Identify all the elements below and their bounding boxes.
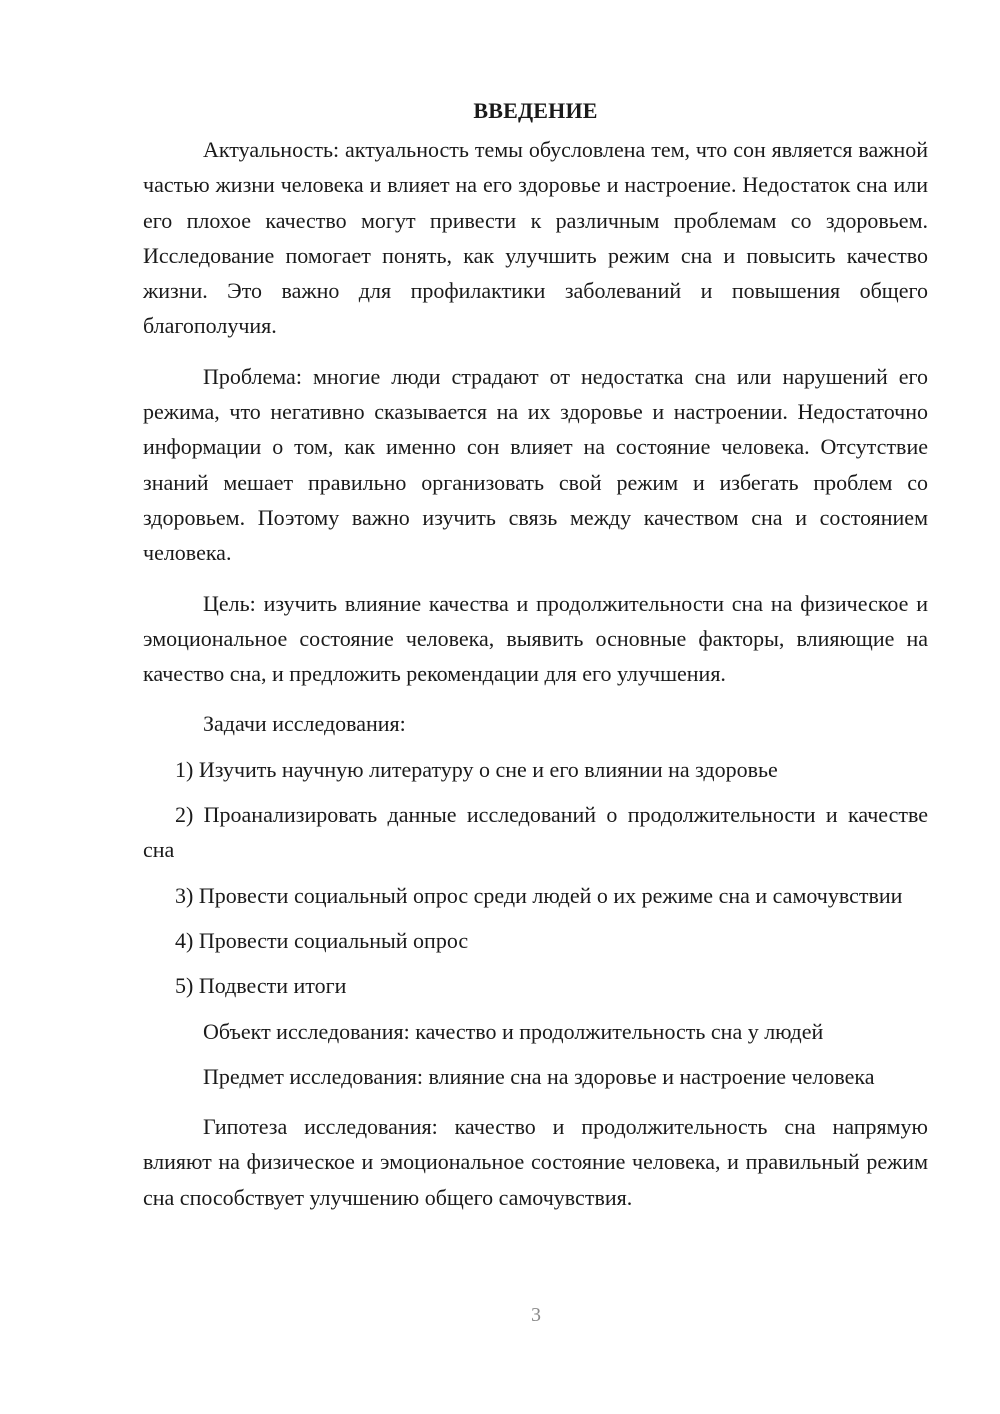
paragraph-relevance: Актуальность: актуальность темы обусловлена тем, что сон является важной частью жизни человека и влияет на его здоровье и настроение. Недостаток сна или его плохое качество могут привести к различным проблемам со здоровьем. Исследование помогает понять, как улучшить режим сна и повысить качество жизни. Это важно для профилактики заболеваний и повышения общего благополучия. (143, 137, 928, 339)
paragraph-subject: Предмет исследования: влияние сна на здоровье и настроение человека (203, 1063, 875, 1089)
task-item: 5) Подвести итоги (175, 973, 347, 999)
paragraph-hypothesis: Гипотеза исследования: качество и продолжительность сна напрямую влияют на физическое и эмоциональное состояние человека, и правильный режим сна способствует улучшению общего самочувствия. (143, 1114, 928, 1210)
paragraph-object: Объект исследования: качество и продолжительность сна у людей (203, 1018, 824, 1044)
paragraph-goal: Цель: изучить влияние качества и продолжительности сна на физическое и эмоциональное состояние человека, выявить основные факторы, влияющие на качество сна, и предложить рекомендации для его улучшения. (143, 590, 928, 687)
tasks-list (143, 752, 928, 1004)
task-item: 1) Изучить научную литературу о сне и его влиянии на здоровье (175, 756, 778, 782)
task-item: 4) Провести социальный опрос (175, 927, 469, 953)
page-number: 3 (531, 1304, 541, 1326)
document-title: ВВЕДЕНИЕ (473, 98, 598, 123)
task-item: 3) Провести социальный опрос среди людей о их режиме сна и самочувствии (175, 882, 903, 908)
tasks-heading: Задачи исследования: (203, 711, 406, 737)
paragraph-problem: Проблема: многие люди страдают от недостатка сна или нарушений его режима, что негативно сказывается на их здоровье и настроении. Недостаточно информации о том, как именно сон влияет на состояние человека. Отсутствие знаний мешает правильно организовать свой режим и избегать проблем со здоровьем. Поэтому важно изучить связь между качеством сна и состоянием человека. (143, 363, 928, 566)
task-item: 2) Проанализировать данные исследований о продолжительности и качестве сна (143, 802, 928, 863)
document-page (143, 92, 928, 1230)
